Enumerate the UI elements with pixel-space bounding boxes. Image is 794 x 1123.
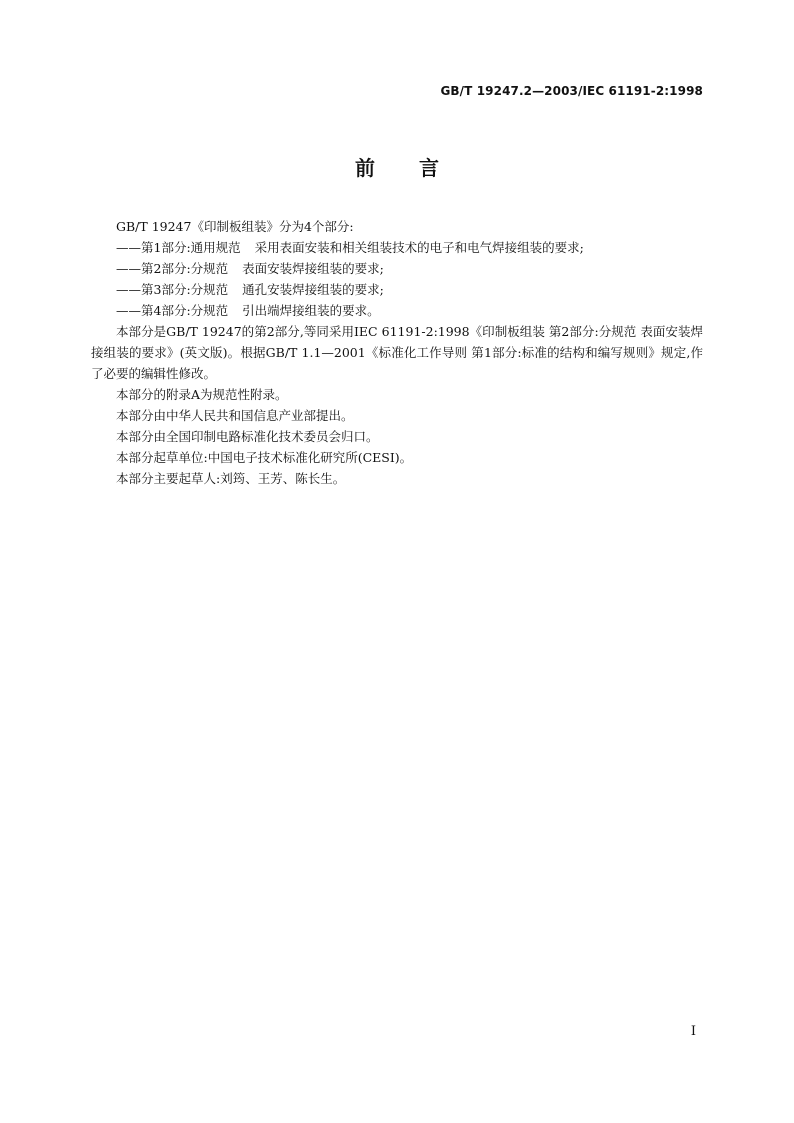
annex-paragraph: 本部分的附录A为规范性附录。: [116, 387, 288, 402]
part-item-desc: 采用表面安装和相关组装技术的电子和电气焊接组装的要求;: [254, 240, 584, 255]
standard-number-header: GB/T 19247.2—2003/IEC 61191-2:1998: [440, 84, 703, 98]
part-item-1: [91, 237, 703, 258]
part-item-4: [91, 300, 703, 321]
part-item-desc: 表面安装焊接组装的要求;: [242, 261, 384, 276]
part-item-2: [91, 258, 703, 279]
proposer-paragraph: 本部分由中华人民共和国信息产业部提出。: [116, 408, 354, 423]
part-item-prefix: ——第2部分:分规范: [116, 261, 229, 276]
adoption-paragraph: 本部分是GB/T 19247的第2部分,等同采用IEC 61191-2:1998《印制板组装 第2部分:分规范 表面安装焊接组装的要求》(英文版)。根据GB/T 1.1—2001《标准化工作导则 第1部分:标准的结构和编写规则》规定,作了必要的编辑性修改。: [91, 324, 703, 381]
foreword-body: [91, 216, 703, 489]
page-title: 前言: [355, 156, 483, 180]
part-item-prefix: ——第3部分:分规范: [116, 282, 229, 297]
part-item-3: [91, 279, 703, 300]
part-item-desc: 通孔安装焊接组装的要求;: [242, 282, 384, 297]
part-item-prefix: ——第4部分:分规范: [116, 303, 229, 318]
committee-paragraph: 本部分由全国印制电路标准化技术委员会归口。: [116, 429, 379, 444]
page-number: I: [690, 1024, 696, 1039]
part-item-desc: 引出端焊接组装的要求。: [242, 303, 380, 318]
part-item-prefix: ——第1部分:通用规范: [116, 240, 241, 255]
intro-paragraph: GB/T 19247《印制板组装》分为4个部分:: [116, 219, 354, 234]
drafting-unit-paragraph: 本部分起草单位:中国电子技术标准化研究所(CESI)。: [116, 450, 413, 465]
drafters-paragraph: 本部分主要起草人:刘筠、王芳、陈长生。: [116, 471, 346, 486]
